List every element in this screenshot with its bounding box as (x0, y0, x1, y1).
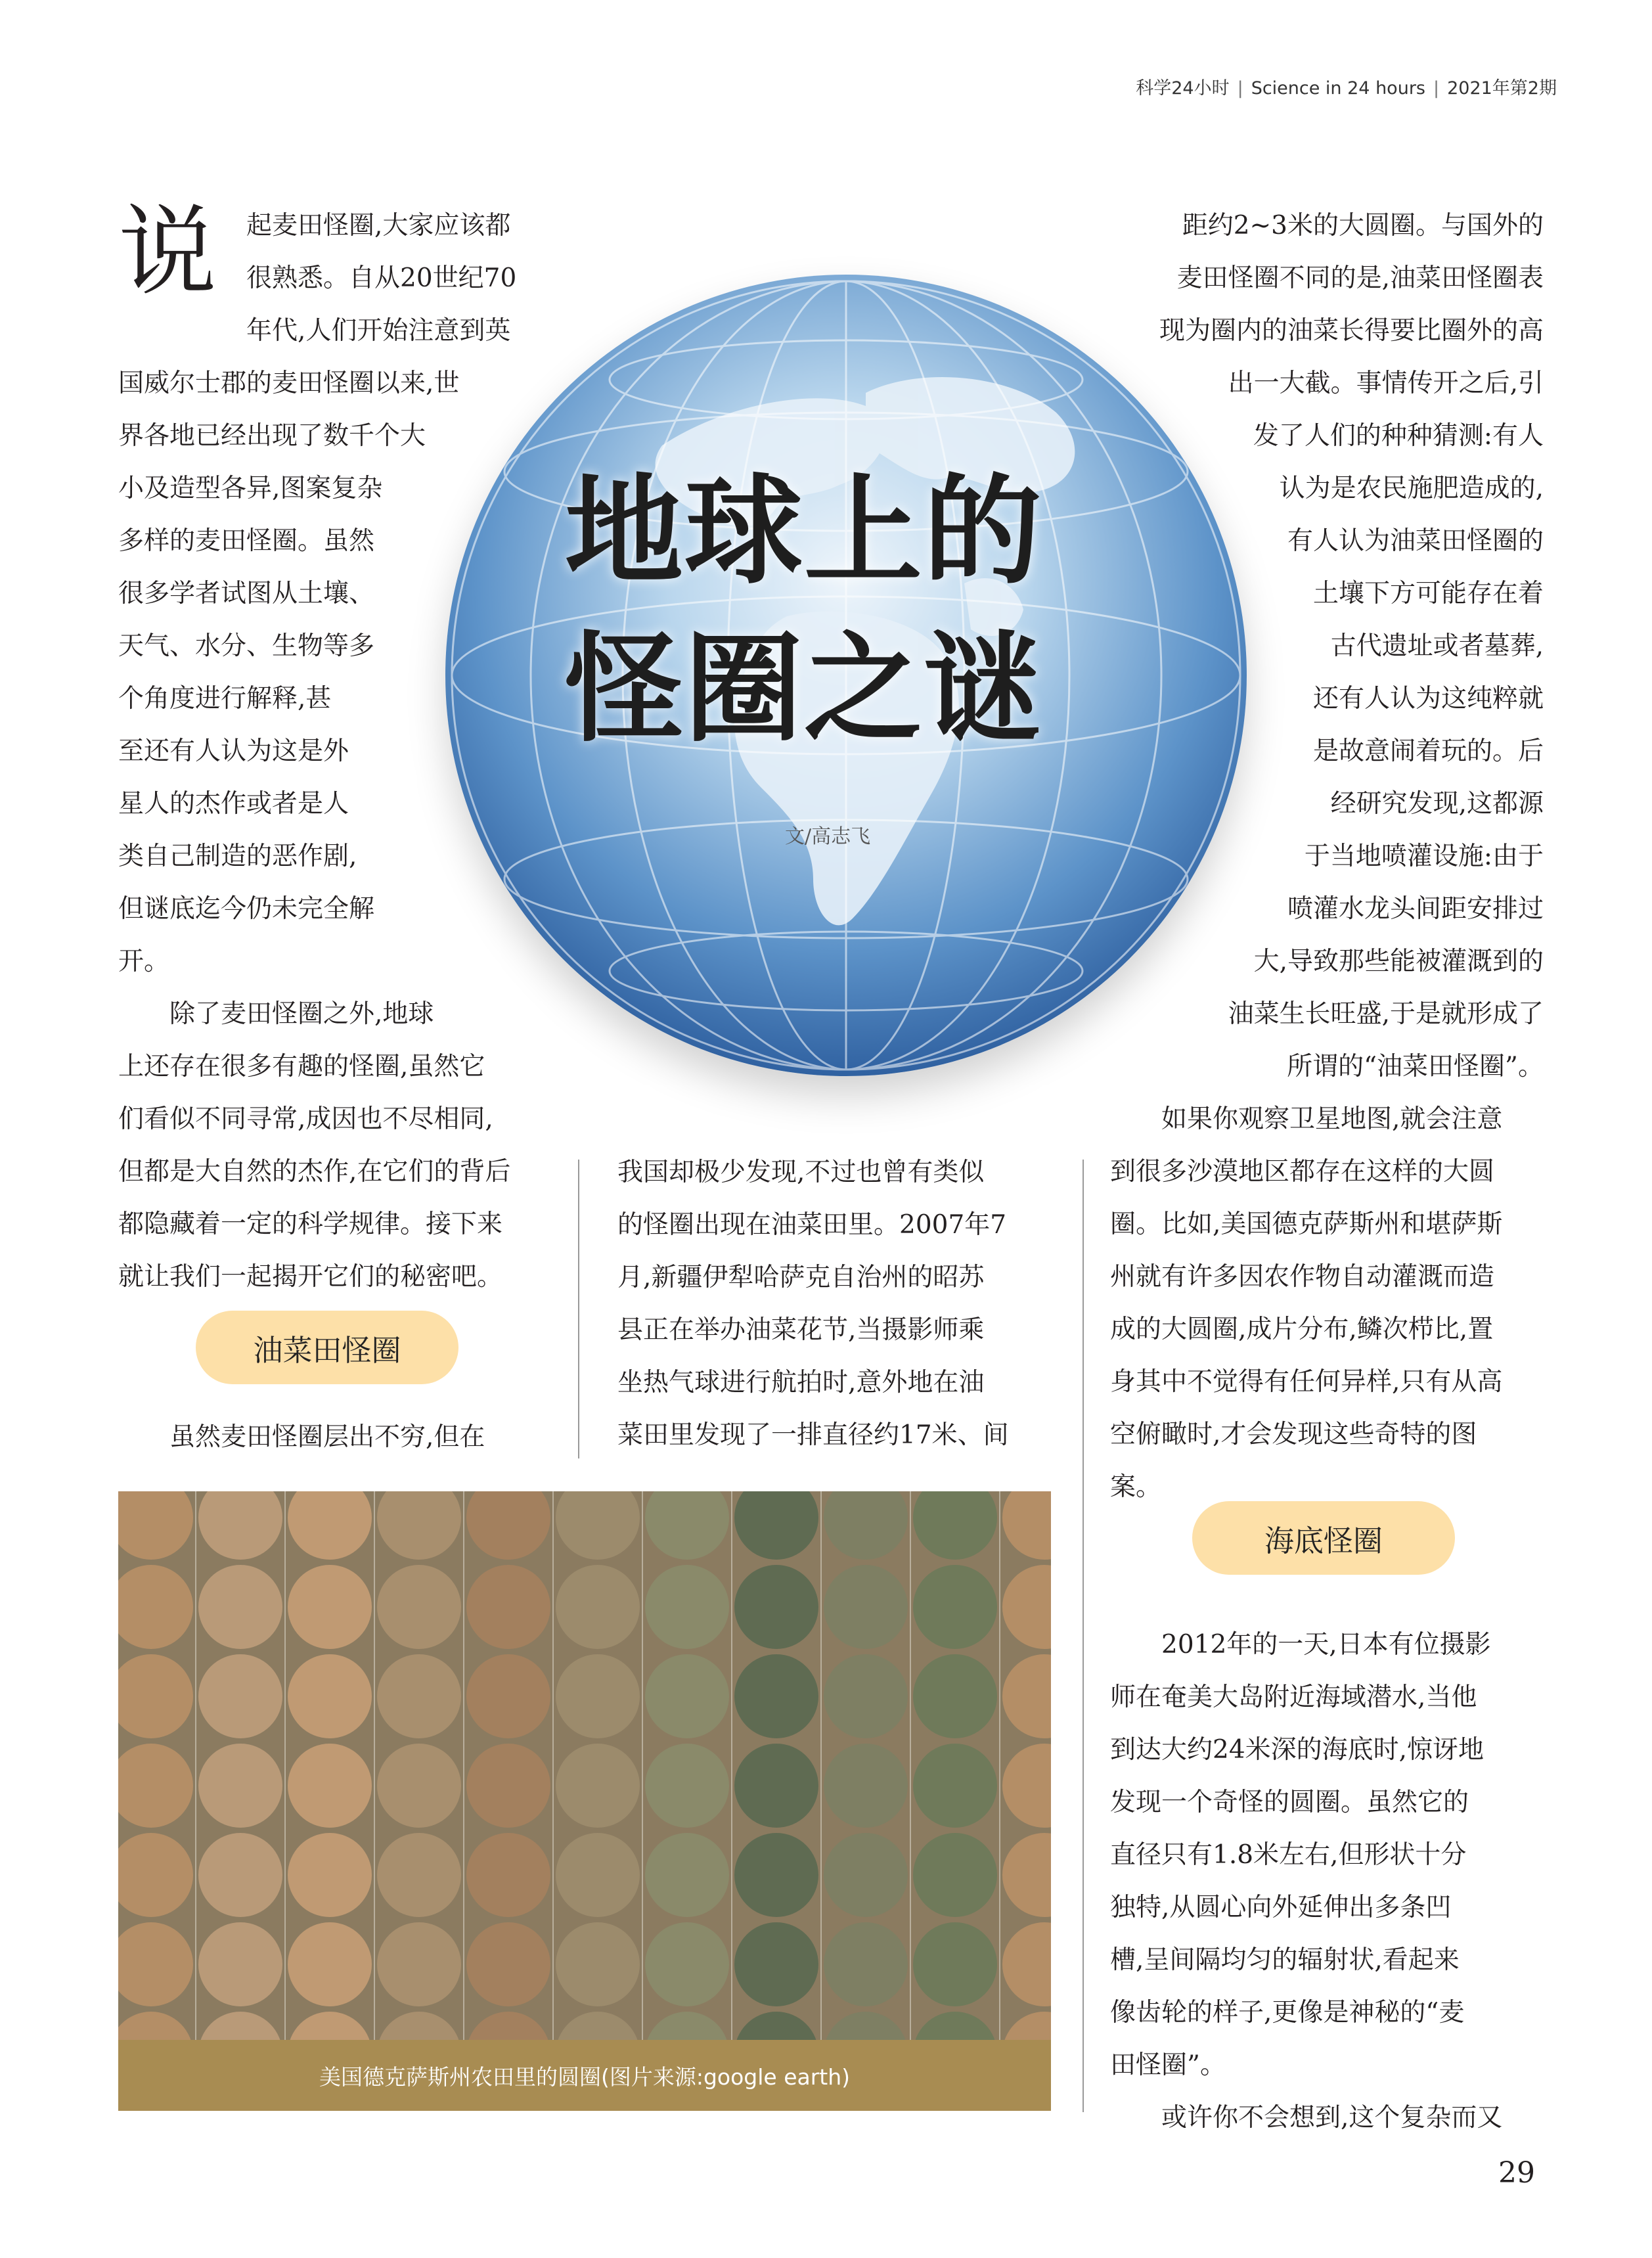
paragraph-line: 所谓的“油菜田怪圈”。 (1287, 1052, 1544, 1081)
running-header (1136, 74, 1557, 99)
paragraph-line: 土壤下方可能存在着 (1312, 579, 1544, 608)
paragraph-line: 有人认为油菜田怪圈的 (1287, 526, 1544, 556)
crop-circle (288, 1654, 372, 1738)
paragraph-line: 槽,呈间隔均匀的辐射状,看起来 (1110, 1945, 1460, 1975)
crop-circle (288, 1491, 372, 1560)
paragraph-line: 案。 (1110, 1472, 1162, 1502)
header-separator: | (1433, 78, 1440, 99)
crop-circle (118, 1491, 193, 1560)
column-left (118, 195, 552, 1303)
crop-circle (466, 1922, 550, 2006)
paragraph-line: 开。 (118, 947, 170, 976)
paragraph-line: 麦田怪圈不同的是,油菜田怪圈表 (1176, 263, 1544, 293)
paragraph-line: 起麦田怪圈,大家应该都 (246, 211, 511, 240)
paragraph-line: 年代,人们开始注意到英 (246, 316, 511, 346)
crop-circle (824, 1922, 908, 2006)
crop-circle (466, 1491, 550, 1560)
section-heading-canola: 油菜田怪圈 (196, 1311, 458, 1384)
title-line: 怪圈之谜 (565, 621, 1044, 758)
byline: 文/高志飞 (785, 825, 871, 848)
crop-circle (824, 1565, 908, 1649)
crop-circle (118, 1744, 193, 1828)
paragraph-line: 个角度进行解释,甚 (118, 684, 332, 713)
crop-circle (556, 1922, 640, 2006)
crop-circle (824, 1833, 908, 1917)
crop-circle (1002, 1565, 1051, 1649)
crop-circle (824, 1654, 908, 1738)
paragraph-line: 油菜生长旺盛,于是就形成了 (1228, 999, 1544, 1029)
paragraph-line: 于当地喷灌设施:由于 (1304, 842, 1544, 871)
crop-circle (377, 1833, 461, 1917)
title-line: 地球上的 (565, 463, 1044, 600)
crop-circle (734, 1565, 818, 1649)
crop-circle (734, 1491, 818, 1560)
paragraph-line: 是故意闹着玩的。后 (1312, 736, 1544, 766)
crop-circle (466, 1565, 550, 1649)
paragraph-line: 我国却极少发现,不过也曾有类似 (617, 1158, 985, 1187)
paragraph-line: 或许你不会想到,这个复杂而又 (1161, 2103, 1503, 2133)
crop-circle (288, 1833, 372, 1917)
paragraph-line: 菜田里发现了一排直径约17米、间 (617, 1420, 1009, 1450)
paragraph-line: 现为圈内的油菜长得要比圈外的高 (1159, 316, 1544, 346)
crop-circle (377, 1565, 461, 1649)
crop-circle (824, 1491, 908, 1560)
paragraph-line: 的怪圈出现在油菜田里。2007年7 (617, 1210, 1007, 1240)
crop-circle (734, 1833, 818, 1917)
paragraph-line: 2012年的一天,日本有位摄影 (1161, 1630, 1491, 1660)
crop-circle (198, 1654, 282, 1738)
paragraph-line: 距约2~3米的大圆圈。与国外的 (1182, 211, 1544, 240)
paragraph-line: 多样的麦田怪圈。虽然 (118, 526, 375, 556)
crop-circle (913, 1565, 997, 1649)
crop-circle (645, 1833, 729, 1917)
crop-circle (118, 1654, 193, 1738)
column-right (1110, 200, 1544, 1093)
paragraph-line: 像齿轮的样子,更像是神秘的“麦 (1110, 1998, 1465, 2027)
paragraph-line: 到很多沙漠地区都存在这样的大圆 (1110, 1157, 1495, 1186)
paragraph-line: 但都是大自然的杰作,在它们的背后 (118, 1157, 511, 1186)
crop-circle (645, 1491, 729, 1560)
paragraph-line: 虽然麦田怪圈层出不穷,但在 (169, 1422, 485, 1452)
crop-circles-image (118, 1491, 1051, 2073)
crop-circle (1002, 1922, 1051, 2006)
photo-caption: 美国德克萨斯州农田里的圆圈(图片来源:google earth) (118, 2040, 1051, 2111)
paragraph-line: 田怪圈”。 (1110, 2050, 1226, 2080)
crop-circle (198, 1833, 282, 1917)
journal-name-en: Science in 24 hours (1251, 78, 1425, 99)
crop-circle (288, 1922, 372, 2006)
crop-circle (556, 1491, 640, 1560)
crop-circle (377, 1922, 461, 2006)
crop-circle (1002, 1744, 1051, 1828)
crop-circle (734, 1744, 818, 1828)
paragraph-line: 还有人认为这纯粹就 (1312, 684, 1544, 713)
column-left-bottom (118, 1411, 552, 1464)
crop-circle (118, 1565, 193, 1649)
crop-circle (556, 1565, 640, 1649)
paragraph-line: 都隐藏着一定的科学规律。接下来 (118, 1209, 503, 1239)
crop-circle (734, 1654, 818, 1738)
drop-cap: 说 (118, 195, 217, 309)
paragraph-line: 很多学者试图从土壤、 (118, 579, 375, 608)
crop-circle (198, 1491, 282, 1560)
paragraph-line: 古代遗址或者墓葬, (1330, 631, 1544, 661)
paragraph-line: 上还存在很多有趣的怪圈,虽然它 (118, 1052, 485, 1081)
crop-circle (556, 1833, 640, 1917)
paragraph-line: 大,导致那些能被灌溉到的 (1253, 947, 1544, 976)
crop-circle (377, 1491, 461, 1560)
column-middle (617, 1146, 1064, 1462)
paragraph-line: 喷灌水龙头间距安排过 (1287, 894, 1544, 924)
crop-circle (645, 1565, 729, 1649)
issue-label: 2021年第2期 (1447, 78, 1557, 99)
crop-circle (466, 1744, 550, 1828)
crop-circle (466, 1833, 550, 1917)
crop-circle (913, 1654, 997, 1738)
crop-circle (1002, 1654, 1051, 1738)
crop-circle (913, 1922, 997, 2006)
column-divider (1083, 1160, 1084, 2112)
paragraph-line: 就让我们一起揭开它们的秘密吧。 (118, 1262, 503, 1292)
paragraph-line: 如果你观察卫星地图,就会注意 (1161, 1104, 1503, 1134)
paragraph-line: 县正在举办油菜花节,当摄影师乘 (617, 1315, 985, 1345)
paragraph-line: 除了麦田怪圈之外,地球 (169, 999, 434, 1029)
crop-circle (913, 1744, 997, 1828)
paragraph-line: 成的大圆圈,成片分布,鳞次栉比,置 (1110, 1315, 1494, 1344)
column-divider (578, 1160, 579, 1458)
crop-circle (198, 1565, 282, 1649)
crop-circle (1002, 1833, 1051, 1917)
paragraph-line: 发了人们的种种猜测:有人 (1253, 421, 1544, 451)
paragraph-line: 坐热气球进行航拍时,意外地在油 (617, 1368, 985, 1397)
paragraph-line: 出一大截。事情传开之后,引 (1228, 369, 1544, 398)
crop-circle (288, 1565, 372, 1649)
crop-circle (118, 1833, 193, 1917)
paragraph-line: 天气、水分、生物等多 (118, 631, 375, 661)
page-number: 29 (1498, 2156, 1535, 2190)
paragraph-line: 认为是农民施肥造成的, (1279, 474, 1544, 503)
paragraph-line: 国威尔士郡的麦田怪圈以来,世 (118, 369, 460, 398)
article-title (565, 453, 1090, 769)
crop-circle (1002, 1491, 1051, 1560)
paragraph-line: 至还有人认为这是外 (118, 736, 349, 766)
crop-circle (377, 1744, 461, 1828)
crop-circle (645, 1654, 729, 1738)
paragraph-line: 圈。比如,美国德克萨斯州和堪萨斯 (1110, 1209, 1503, 1239)
crop-circle (734, 1922, 818, 2006)
crop-circle (198, 1922, 282, 2006)
paragraph-line: 类自己制造的恶作剧, (118, 842, 357, 871)
paragraph-line: 直径只有1.8米左右,但形状十分 (1110, 1840, 1467, 1870)
paragraph-line: 很熟悉。自从20世纪70 (246, 263, 517, 293)
crop-circle (377, 1654, 461, 1738)
crop-circle (913, 1833, 997, 1917)
paragraph-line: 州就有许多因农作物自动灌溉而造 (1110, 1262, 1495, 1292)
crop-circle (645, 1922, 729, 2006)
paragraph-line: 小及造型各异,图案复杂 (118, 474, 383, 503)
paragraph-line: 师在奄美大岛附近海域潜水,当他 (1110, 1682, 1477, 1712)
satellite-photo (118, 1491, 1051, 2073)
paragraph-line: 经研究发现,这都源 (1330, 789, 1544, 819)
crop-circle (198, 1744, 282, 1828)
column-right-bottom (1110, 1619, 1544, 2144)
paragraph-line: 独特,从圆心向外延伸出多条凹 (1110, 1893, 1452, 1922)
crop-circle (118, 1922, 193, 2006)
crop-circle (824, 1744, 908, 1828)
paragraph-line: 们看似不同寻常,成因也不尽相同, (118, 1104, 493, 1134)
paragraph-line: 但谜底迄今仍未完全解 (118, 894, 375, 924)
journal-name-cn: 科学24小时 (1136, 78, 1230, 99)
crop-circle (913, 1491, 997, 1560)
crop-circle (466, 1654, 550, 1738)
column-right-lower (1110, 1093, 1544, 1514)
crop-circle (645, 1744, 729, 1828)
section-heading-seafloor: 海底怪圈 (1192, 1501, 1455, 1575)
crop-circle (556, 1744, 640, 1828)
paragraph-line: 星人的杰作或者是人 (118, 789, 349, 819)
header-separator: | (1237, 78, 1243, 99)
paragraph-line: 空俯瞰时,才会发现这些奇特的图 (1110, 1420, 1477, 1449)
crop-circle (288, 1744, 372, 1828)
crop-circle (556, 1654, 640, 1738)
paragraph-line: 界各地已经出现了数千个大 (118, 421, 426, 451)
paragraph-line: 身其中不觉得有任何异样,只有从高 (1110, 1367, 1503, 1397)
paragraph-line: 到达大约24米深的海底时,惊讶地 (1110, 1735, 1485, 1765)
paragraph-line: 月,新疆伊犁哈萨克自治州的昭苏 (617, 1263, 985, 1292)
paragraph-line: 发现一个奇怪的圆圈。虽然它的 (1110, 1788, 1469, 1817)
